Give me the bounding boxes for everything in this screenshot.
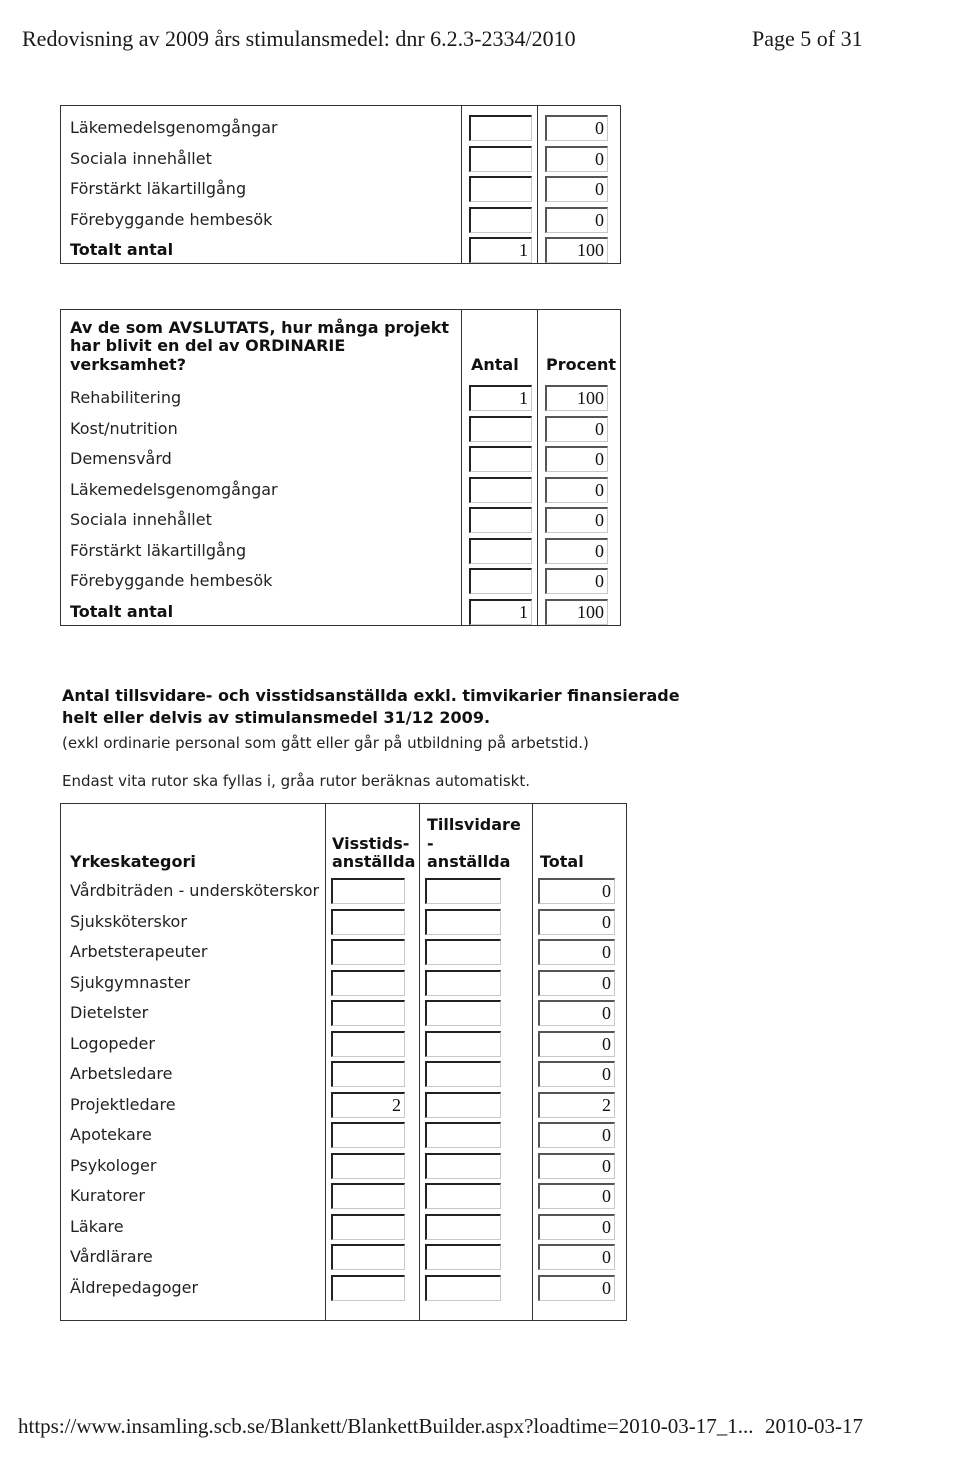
row-label: Arbetsledare xyxy=(70,1064,173,1083)
visstid-input[interactable] xyxy=(331,1000,405,1026)
procent-value: 0 xyxy=(545,507,608,533)
footer-date: 2010-03-17 xyxy=(765,1414,863,1438)
visstid-input[interactable] xyxy=(331,1031,405,1057)
row-label: Kost/nutrition xyxy=(70,418,178,438)
column-divider xyxy=(537,106,538,263)
total-value: 0 xyxy=(538,878,615,904)
procent-value: 0 xyxy=(545,446,608,472)
tillsvidare-input[interactable] xyxy=(425,1031,501,1057)
procent-value: 0 xyxy=(545,207,608,233)
section-note: (exkl ordinarie personal som gått eller går på utbildning på arbetstid.) xyxy=(62,734,589,752)
row-label: Sjukgymnaster xyxy=(70,972,191,992)
total-value: 0 xyxy=(538,1275,615,1301)
visstid-input[interactable]: 2 xyxy=(331,1092,405,1118)
column-header-visstid-2: anställda xyxy=(332,852,416,871)
total-value: 0 xyxy=(538,939,615,965)
total-value: 0 xyxy=(538,1122,615,1148)
ordinarie-verksamhet-table xyxy=(60,309,621,626)
tillsvidare-input[interactable] xyxy=(425,939,501,965)
antal-input[interactable] xyxy=(469,115,532,141)
page-number: Page 5 of 31 xyxy=(752,26,863,51)
antal-input[interactable]: 1 xyxy=(469,599,532,625)
row-label: Sociala innehållet xyxy=(70,510,212,529)
procent-value: 100 xyxy=(545,385,608,411)
column-divider xyxy=(532,804,533,1320)
procent-value: 0 xyxy=(545,115,608,141)
column-divider xyxy=(419,804,420,1320)
antal-input[interactable] xyxy=(469,176,532,202)
column-divider xyxy=(461,106,462,263)
section-title-line-2: helt eller delvis av stimulansmedel 31/12 2009. xyxy=(62,708,491,727)
tillsvidare-input[interactable] xyxy=(425,1275,501,1301)
row-label: Äldrepedagoger xyxy=(70,1277,199,1297)
total-value: 0 xyxy=(538,970,615,996)
column-divider xyxy=(537,310,538,625)
column-header-tillsvidare-1: Tillsvidare xyxy=(427,815,521,834)
tillsvidare-input[interactable] xyxy=(425,1244,501,1270)
row-label: Logopeder xyxy=(70,1033,155,1053)
total-value: 0 xyxy=(538,909,615,935)
row-label: Rehabilitering xyxy=(70,388,182,407)
row-label: Läkare xyxy=(70,1216,124,1236)
tillsvidare-input[interactable] xyxy=(425,970,501,996)
total-value: 0 xyxy=(538,1214,615,1240)
tillsvidare-input[interactable] xyxy=(425,1061,501,1087)
antal-input[interactable] xyxy=(469,568,532,594)
column-header-antal: Antal xyxy=(471,355,519,374)
row-label: Dietelster xyxy=(70,1003,149,1022)
column-header-tillsvidare-3: anställda xyxy=(427,852,511,871)
tillsvidare-input[interactable] xyxy=(425,1214,501,1240)
personal-table xyxy=(60,803,627,1321)
total-value: 0 xyxy=(538,1061,615,1087)
procent-value: 0 xyxy=(545,477,608,503)
column-header-tillsvidare-2: - xyxy=(427,834,434,853)
section-title-line-1: Antal tillsvidare- och visstidsanställda exkl. timvikarier finansierade xyxy=(62,686,680,705)
tillsvidare-input[interactable] xyxy=(425,878,501,904)
row-label: Totalt antal xyxy=(70,240,174,259)
procent-value: 0 xyxy=(545,538,608,564)
procent-value: 0 xyxy=(545,568,608,594)
tillsvidare-input[interactable] xyxy=(425,1092,501,1118)
total-value: 0 xyxy=(538,1244,615,1270)
footer-url: https://www.insamling.scb.se/Blankett/BlankettBuilder.aspx?loadtime=2010-03-17_1... xyxy=(18,1414,754,1438)
visstid-input[interactable] xyxy=(331,1214,405,1240)
antal-input[interactable] xyxy=(469,207,532,233)
procent-value: 100 xyxy=(545,237,608,263)
column-header-procent: Procent xyxy=(546,355,616,374)
row-label: Kuratorer xyxy=(70,1186,145,1205)
tillsvidare-input[interactable] xyxy=(425,909,501,935)
procent-value: 0 xyxy=(545,176,608,202)
antal-input[interactable] xyxy=(469,538,532,564)
row-label: Totalt antal xyxy=(70,601,174,621)
antal-input[interactable]: 1 xyxy=(469,237,532,263)
row-label: Projektledare xyxy=(70,1094,176,1114)
antal-input[interactable] xyxy=(469,507,532,533)
question-line-1: Av de som AVSLUTATS, hur många projekt xyxy=(70,318,450,337)
row-label: Läkemedelsgenomgångar xyxy=(70,479,278,499)
row-label: Förebyggande hembesök xyxy=(70,209,273,229)
question-line-2: har blivit en del av ORDINARIE xyxy=(70,336,346,355)
total-value: 0 xyxy=(538,1153,615,1179)
visstid-input[interactable] xyxy=(331,1061,405,1087)
question-line-3: verksamhet? xyxy=(70,355,186,374)
visstid-input[interactable] xyxy=(331,1244,405,1270)
row-label: Demensvård xyxy=(70,449,172,468)
visstid-input[interactable] xyxy=(331,909,405,935)
table-continued xyxy=(60,105,621,264)
procent-value: 0 xyxy=(545,416,608,442)
page-header-title: Redovisning av 2009 års stimulansmedel: dnr 6.2.3-2334/2010 xyxy=(22,26,576,51)
row-label: Sociala innehållet xyxy=(70,148,212,168)
antal-input[interactable] xyxy=(469,146,532,172)
tillsvidare-input[interactable] xyxy=(425,1183,501,1209)
total-value: 0 xyxy=(538,1031,615,1057)
row-label: Förstärkt läkartillgång xyxy=(70,179,247,198)
row-label: Läkemedelsgenomgångar xyxy=(70,118,278,137)
total-value: 2 xyxy=(538,1092,615,1118)
tillsvidare-input[interactable] xyxy=(425,1000,501,1026)
visstid-input[interactable] xyxy=(331,878,405,904)
visstid-input[interactable] xyxy=(331,1275,405,1301)
antal-input[interactable] xyxy=(469,446,532,472)
column-header-yrkeskategori: Yrkeskategori xyxy=(70,852,196,871)
tillsvidare-input[interactable] xyxy=(425,1153,501,1179)
tillsvidare-input[interactable] xyxy=(425,1122,501,1148)
antal-input[interactable] xyxy=(469,477,532,503)
visstid-input[interactable] xyxy=(331,939,405,965)
row-label: Sjuksköterskor xyxy=(70,911,187,931)
visstid-input[interactable] xyxy=(331,970,405,996)
procent-value: 0 xyxy=(545,146,608,172)
column-header-total: Total xyxy=(540,852,584,871)
row-label: Apotekare xyxy=(70,1125,152,1144)
procent-value: 100 xyxy=(545,599,608,625)
column-divider xyxy=(325,804,326,1320)
column-header-visstid-1: Visstids- xyxy=(332,834,410,853)
row-label: Förstärkt läkartillgång xyxy=(70,540,247,560)
row-label: Förebyggande hembesök xyxy=(70,571,273,590)
row-label: Arbetsterapeuter xyxy=(70,942,208,961)
row-label: Psykologer xyxy=(70,1155,157,1175)
row-label: Vårdbiträden - undersköterskor xyxy=(70,881,320,900)
column-divider xyxy=(461,310,462,625)
total-value: 0 xyxy=(538,1000,615,1026)
antal-input[interactable]: 1 xyxy=(469,385,532,411)
visstid-input[interactable] xyxy=(331,1183,405,1209)
visstid-input[interactable] xyxy=(331,1153,405,1179)
row-label: Vårdlärare xyxy=(70,1247,153,1266)
total-value: 0 xyxy=(538,1183,615,1209)
section-instruction: Endast vita rutor ska fyllas i, gråa rutor beräknas automatiskt. xyxy=(62,772,530,790)
antal-input[interactable] xyxy=(469,416,532,442)
visstid-input[interactable] xyxy=(331,1122,405,1148)
